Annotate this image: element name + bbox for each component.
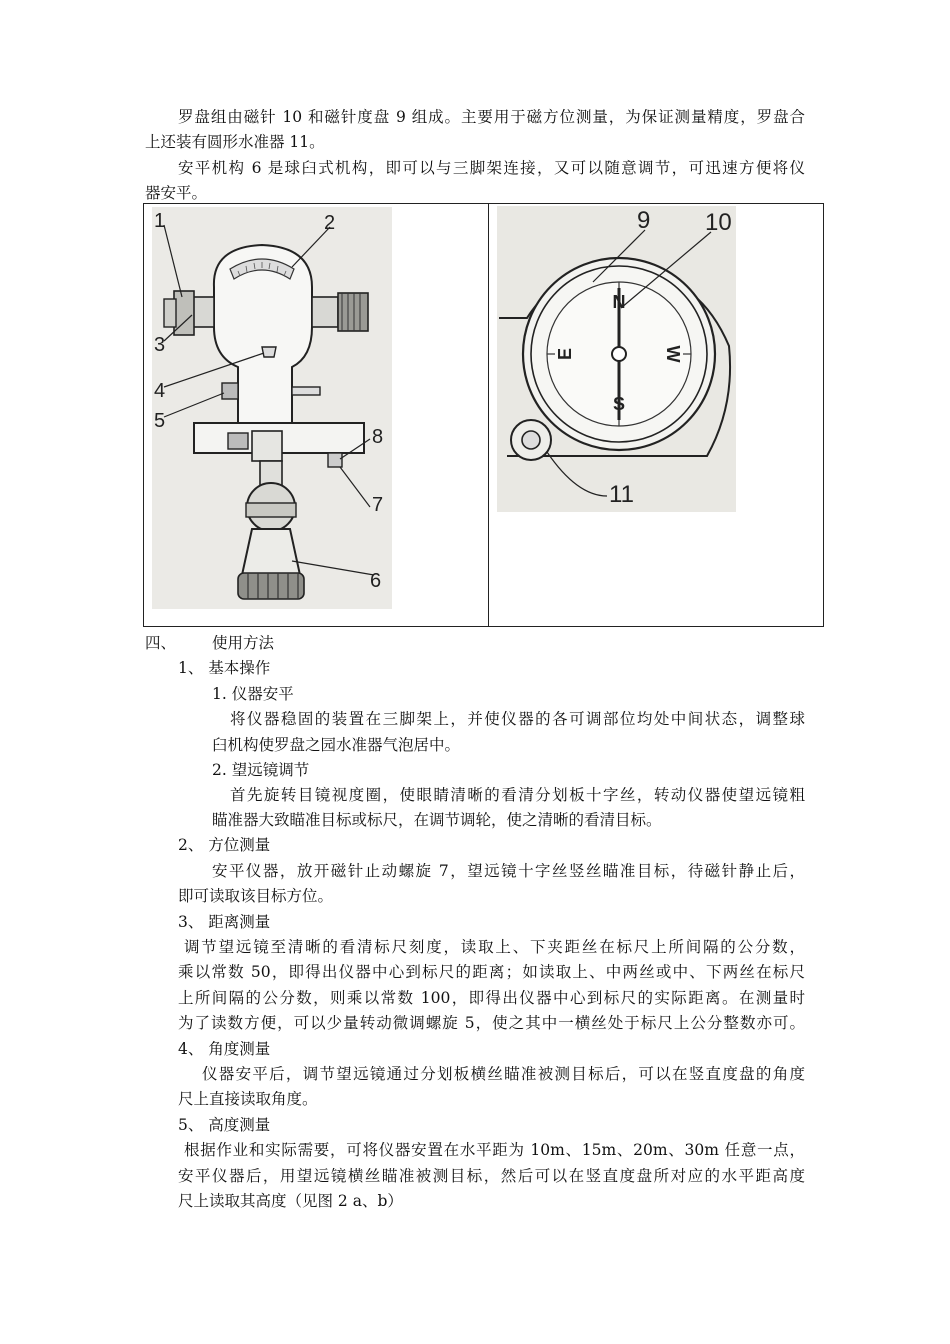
compass-letter-w: W [663,345,683,363]
callout-5: 5 [154,410,166,432]
callout-7: 7 [372,494,384,516]
s2-line1: 安平仪器，放开磁针止动螺旋 7，望远镜十字丝竖丝瞄准目标，待磁针静止后， [212,862,805,880]
section4-number: 四、 [145,634,177,652]
s2-line2: 即可读取该目标方位。 [178,887,334,905]
callout-6: 6 [370,570,382,592]
instrument-figure [152,207,392,609]
figure-table [143,203,824,627]
intro-p2-line1: 安平机构 6 是球臼式机构，即可以与三脚架连接，又可以随意调节，可迅速方便将仪 [178,159,805,177]
compass-letter-n: N [612,292,626,312]
s4-heading: 4、 角度测量 [178,1040,271,1058]
intro-p1-line2: 上还装有圆形水准器 11。 [145,133,325,151]
s1-item2-title: 2. 望远镜调节 [212,761,310,779]
callout-11: 11 [609,481,634,508]
callout-10: 10 [705,209,732,236]
s1-item2-line1: 首先旋转目镜视度圈，使眼睛清晰的看清分划板十字丝，转动仪器使望远镜粗 [230,786,805,804]
section4-title: 使用方法 [212,634,275,652]
s5-line3: 尺上读取其高度（见图 2 a、b） [178,1192,403,1210]
figure-divider [488,204,489,626]
s2-heading: 2、 方位测量 [178,836,271,854]
s4-line1: 仪器安平后，调节望远镜通过分划板横丝瞄准被测目标后，可以在竖直度盘的角度 [202,1065,805,1083]
s1-item1-line2: 臼机构使罗盘之园水准器气泡居中。 [212,736,461,754]
s3-line4: 为了读数方便，可以少量转动微调螺旋 5，使之其中一横丝处于标尺上公分整数亦可。 [178,1014,805,1032]
s1-heading: 1、 基本操作 [178,659,271,677]
callout-8: 8 [372,426,384,448]
s3-heading: 3、 距离测量 [178,913,271,931]
s1-item1-line1: 将仪器稳固的装置在三脚架上，并使仪器的各可调部位均处中间状态，调整球 [230,710,805,728]
s5-line1: 根据作业和实际需要，可将仪器安置在水平距为 10m、15m、20m、30m 任意一点， [184,1141,805,1159]
s3-line1: 调节望远镜至清晰的看清标尺刻度，读取上、下夹距丝在标尺上所间隔的公分数， [184,938,805,956]
compass-letter-s: S [612,394,626,414]
s1-item1-title: 1. 仪器安平 [212,685,294,703]
callout-9: 9 [637,207,651,234]
callout-3: 3 [154,334,166,356]
compass-letter-e: E [555,347,575,361]
callout-2: 2 [324,212,336,234]
callout-4: 4 [154,380,166,402]
callout-1: 1 [154,210,166,232]
s3-line3: 上所间隔的公分数，则乘以常数 100，即得出仪器中心到标尺的实际距离。在测量时 [178,989,805,1007]
s1-item2-line2: 瞄准器大致瞄准目标或标尺，在调节调轮，使之清晰的看清目标。 [212,811,662,829]
s5-heading: 5、 高度测量 [178,1116,271,1134]
s4-line2: 尺上直接读取角度。 [178,1090,318,1108]
compass-figure [497,206,736,512]
intro-p1-line1: 罗盘组由磁针 10 和磁针度盘 9 组成。主要用于磁方位测量，为保证测量精度，罗盘合 [178,108,805,126]
s3-line2: 乘以常数 50，即得出仪器中心到标尺的距离；如读取上、中两丝或中、下两丝在标尺 [178,963,805,981]
intro-p2-line2: 器安平。 [145,184,208,202]
compass-drawing [497,206,736,512]
s5-line2: 安平仪器后，用望远镜横丝瞄准被测目标，然后可以在竖直度盘所对应的水平距高度 [178,1167,805,1185]
instrument-drawing [152,207,392,609]
